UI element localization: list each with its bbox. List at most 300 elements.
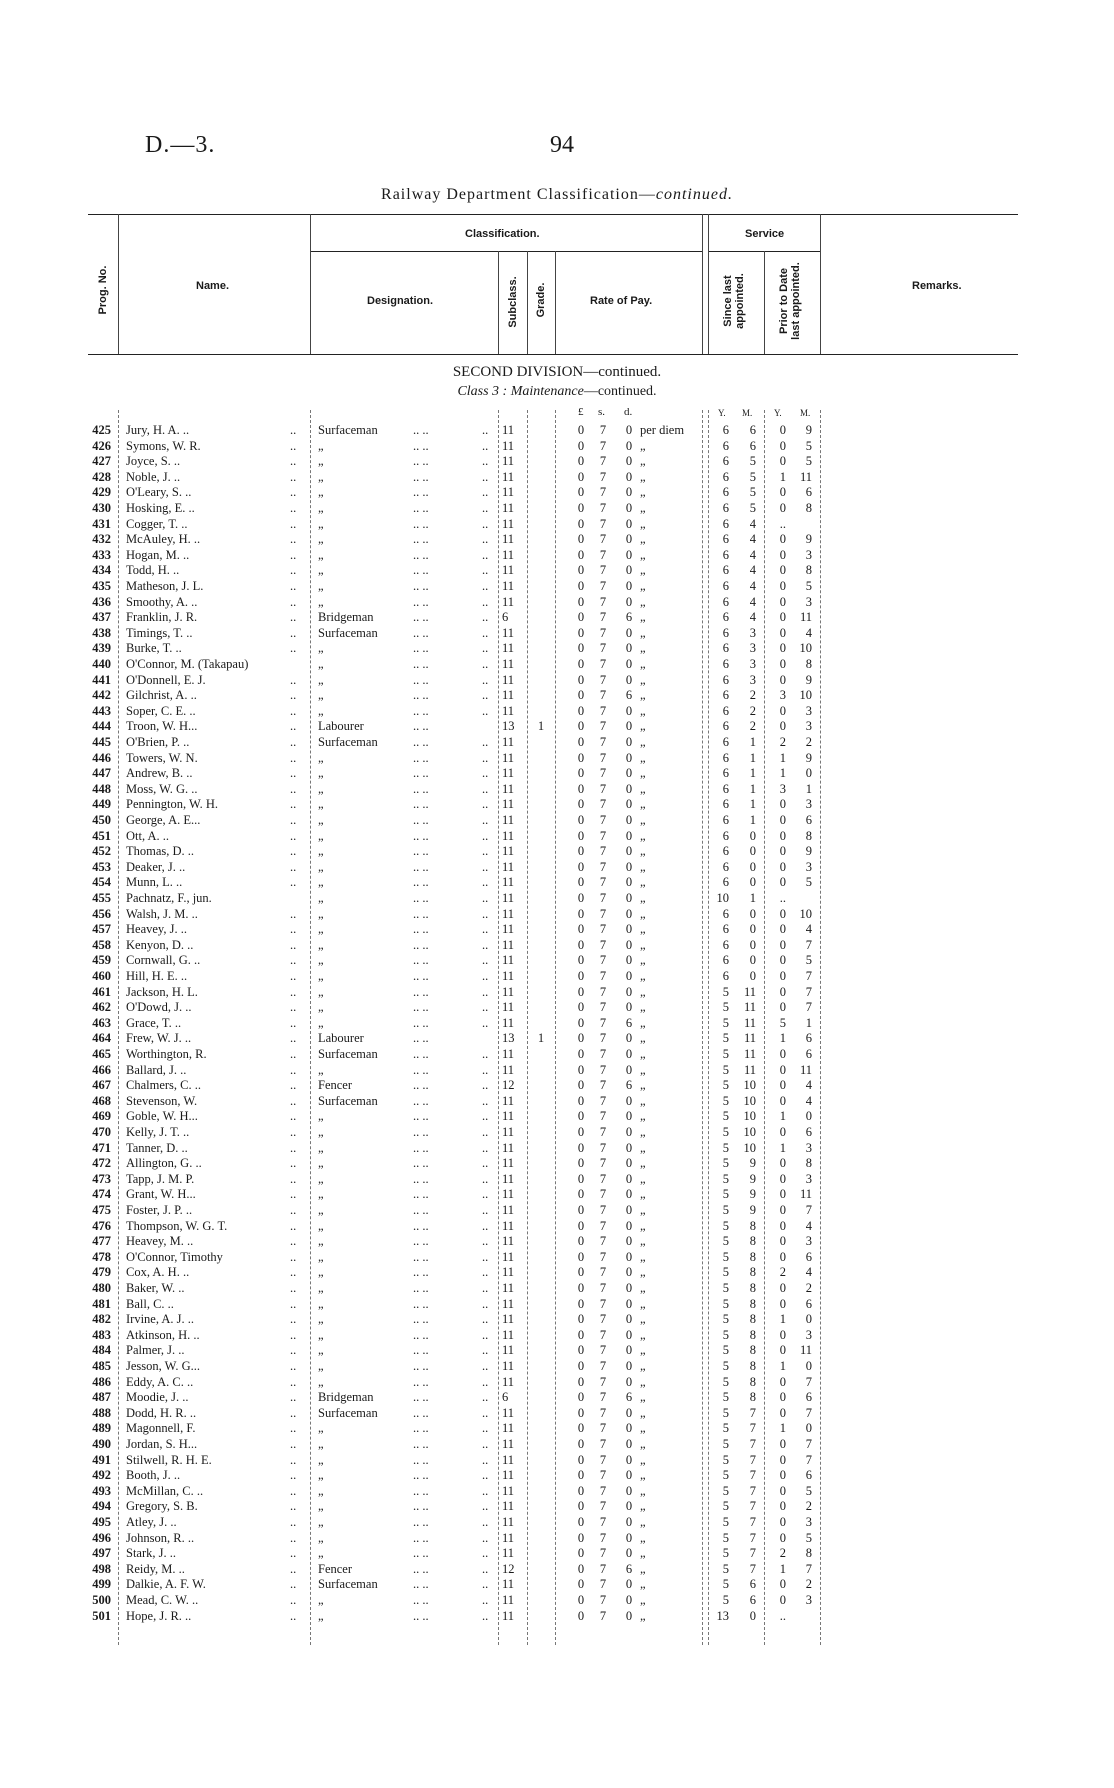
- prior-years: 0: [779, 859, 786, 874]
- prior-years: 0: [779, 1171, 786, 1186]
- subclass: 11: [502, 1468, 515, 1483]
- pay-basis: „: [640, 579, 646, 593]
- prior-months: 10: [799, 641, 812, 656]
- since-months: 0: [749, 828, 756, 843]
- pay-basis: „: [640, 844, 646, 859]
- prior-months: 5: [805, 579, 812, 593]
- prior-years: 0: [779, 1593, 786, 1607]
- pay-basis: „: [640, 469, 646, 484]
- prog-no: 477: [92, 1234, 111, 1249]
- employee-name: Jackson, H. L.: [126, 984, 198, 999]
- pay-shillings: 7: [599, 1296, 607, 1311]
- pay-basis: „: [640, 797, 646, 812]
- table-row: [0, 875, 1114, 891]
- leader-dots: ..: [290, 1000, 297, 1015]
- designation: „: [318, 750, 324, 765]
- table-row: [0, 751, 1114, 767]
- prior-months: 3: [805, 1593, 812, 1607]
- pay-pounds: 0: [577, 688, 585, 703]
- leader-dots: ..: [290, 485, 297, 500]
- employee-name: Foster, J. P. ..: [126, 1203, 193, 1217]
- pay-shillings: 7: [599, 813, 607, 827]
- leader-dots: .. ..: [413, 1265, 429, 1280]
- leader-dots: .. ..: [413, 1140, 429, 1155]
- pay-basis: „: [640, 672, 646, 687]
- pay-shillings: 7: [599, 1047, 607, 1061]
- prior-years: 0: [779, 1468, 786, 1483]
- since-months: 4: [749, 610, 756, 625]
- since-years: 6: [722, 922, 729, 937]
- pay-pence: 6: [625, 1078, 633, 1093]
- leader-dots: .. ..: [413, 813, 429, 827]
- pay-basis: „: [640, 594, 646, 609]
- pay-basis: „: [640, 828, 646, 843]
- pay-pounds: 0: [577, 1421, 585, 1436]
- designation: „: [318, 516, 324, 531]
- prior-years: 0: [779, 1343, 786, 1358]
- pay-pounds: 0: [577, 1546, 585, 1561]
- subclass: 11: [502, 1015, 515, 1030]
- pay-pence: 0: [625, 547, 633, 562]
- prior-months: 10: [799, 688, 812, 703]
- prior-months: 0: [805, 766, 812, 781]
- pay-pounds: 0: [577, 1530, 585, 1545]
- col-header-rate-of-pay: Rate of Pay.: [590, 295, 653, 307]
- since-months: 7: [749, 1515, 756, 1529]
- since-years: 6: [722, 579, 729, 593]
- pay-pence: 0: [625, 1000, 633, 1015]
- table-row: [0, 1109, 1114, 1125]
- employee-name: Todd, H. ..: [126, 563, 180, 578]
- subclass: 11: [502, 516, 515, 531]
- pay-basis: „: [640, 922, 646, 937]
- class-heading: Class 3 : Maintenance—continued.: [457, 384, 657, 399]
- prog-no: 426: [92, 438, 111, 453]
- pay-pence: 0: [625, 1156, 633, 1171]
- prior-months: 0: [805, 1312, 812, 1327]
- leader-dots: .. ..: [413, 1359, 429, 1373]
- leader-dots: ..: [290, 953, 297, 968]
- pay-shillings: 7: [599, 735, 607, 749]
- prior-years: 0: [779, 922, 786, 937]
- prior-years: ..: [779, 516, 786, 531]
- pay-shillings: 7: [599, 501, 607, 515]
- prog-no: 453: [92, 859, 111, 874]
- pay-pence: 0: [625, 1109, 633, 1124]
- pay-pence: 0: [625, 828, 633, 843]
- prog-no: 480: [92, 1281, 111, 1295]
- col-rule-4: [527, 251, 528, 354]
- leader-dots: ..: [290, 1093, 297, 1108]
- pay-pounds: 0: [577, 1156, 585, 1171]
- prior-months: 11: [799, 1343, 812, 1358]
- leader-dots: ..: [290, 1047, 297, 1061]
- prior-years: 0: [779, 594, 786, 609]
- prior-months: 9: [805, 672, 812, 687]
- employee-name: Heavey, M. ..: [126, 1234, 194, 1249]
- since-months: 8: [749, 1265, 756, 1280]
- leader-dots: ..: [482, 859, 489, 874]
- since-months: 3: [749, 657, 756, 671]
- pay-pounds: 0: [577, 1249, 585, 1264]
- leader-dots: ..: [482, 1140, 489, 1155]
- subclass: 11: [502, 750, 515, 765]
- pay-basis: „: [640, 891, 646, 905]
- col-rule-1: [118, 214, 119, 354]
- table-row: [0, 1484, 1114, 1500]
- leader-dots: ..: [290, 1546, 297, 1561]
- since-months: 8: [749, 1327, 756, 1342]
- prior-months: 8: [805, 501, 812, 515]
- leader-dots: ..: [290, 423, 297, 437]
- subclass: 11: [502, 797, 515, 812]
- leader-dots: .. ..: [413, 1421, 429, 1436]
- pay-shillings: 7: [599, 1515, 607, 1529]
- leader-dots: ..: [290, 1296, 297, 1311]
- prior-months: 6: [805, 1031, 812, 1046]
- prior-years: 0: [779, 719, 786, 734]
- prior-years: 0: [779, 1374, 786, 1389]
- prior-years: 0: [779, 1405, 786, 1420]
- prior-months: 5: [805, 1483, 812, 1498]
- pay-pence: 0: [625, 1203, 633, 1217]
- leader-dots: ..: [482, 672, 489, 687]
- leader-dots: ..: [482, 1281, 489, 1295]
- unit-months-since: M.: [742, 408, 753, 418]
- prog-no: 445: [92, 735, 111, 749]
- leader-dots: .. ..: [413, 1437, 429, 1451]
- since-years: 5: [722, 1171, 729, 1186]
- pay-basis: „: [640, 1062, 646, 1077]
- pay-pounds: 0: [577, 516, 585, 531]
- table-row: [0, 1234, 1114, 1250]
- col-rule-8: [764, 251, 765, 354]
- employee-name: Palmer, J. ..: [126, 1343, 185, 1358]
- table-row: [0, 688, 1114, 704]
- pay-shillings: 7: [599, 1374, 607, 1389]
- subclass: 6: [502, 1390, 509, 1405]
- prog-no: 499: [92, 1577, 111, 1592]
- prior-months: 3: [805, 1234, 812, 1249]
- designation: „: [318, 1374, 324, 1389]
- table-row: [0, 797, 1114, 813]
- leader-dots: ..: [290, 1187, 297, 1202]
- subclass: 11: [502, 844, 515, 859]
- pay-pounds: 0: [577, 735, 585, 749]
- unit-pound: £: [578, 406, 584, 418]
- employee-name: Hope, J. R. ..: [126, 1608, 192, 1623]
- pay-basis: „: [640, 1343, 646, 1358]
- subclass: 11: [502, 1593, 515, 1607]
- pay-basis: „: [640, 547, 646, 562]
- subclass: 11: [502, 1499, 515, 1514]
- designation: „: [318, 1437, 324, 1451]
- table-row: [0, 1265, 1114, 1281]
- table-row: [0, 782, 1114, 798]
- leader-dots: ..: [290, 1327, 297, 1342]
- subclass: 11: [502, 1047, 515, 1061]
- leader-dots: ..: [482, 735, 489, 749]
- employee-name: Soper, C. E. ..: [126, 703, 196, 718]
- leader-dots: ..: [290, 984, 297, 999]
- unit-shilling: s.: [598, 406, 606, 418]
- employee-name: McAuley, H. ..: [126, 532, 201, 547]
- prog-no: 430: [92, 501, 111, 515]
- designation: „: [318, 969, 324, 983]
- subclass: 13: [502, 1031, 515, 1046]
- leader-dots: .. ..: [413, 438, 429, 453]
- subclass: 11: [502, 1296, 515, 1311]
- leader-dots: .. ..: [413, 1561, 429, 1576]
- pay-shillings: 7: [599, 781, 607, 796]
- leader-dots: ..: [482, 1608, 489, 1623]
- pay-pence: 0: [625, 937, 633, 952]
- pay-pounds: 0: [577, 1265, 585, 1280]
- prog-no: 443: [92, 703, 111, 718]
- pay-pounds: 0: [577, 1593, 585, 1607]
- employee-name: Mead, C. W. ..: [126, 1593, 199, 1607]
- pay-pence: 6: [625, 1390, 633, 1405]
- since-months: 5: [749, 485, 756, 500]
- designation: „: [318, 688, 324, 703]
- since-months: 11: [743, 1062, 756, 1077]
- prog-no: 428: [92, 469, 111, 484]
- leader-dots: ..: [290, 1171, 297, 1186]
- designation: „: [318, 1499, 324, 1514]
- pay-pounds: 0: [577, 937, 585, 952]
- prior-years: 0: [779, 1577, 786, 1592]
- prior-months: 4: [805, 922, 812, 937]
- pay-pence: 0: [625, 438, 633, 453]
- since-years: 5: [722, 984, 729, 999]
- employee-name: Gregory, S. B.: [126, 1499, 198, 1514]
- pay-pounds: 0: [577, 1390, 585, 1405]
- prog-no: 432: [92, 532, 111, 547]
- pay-basis: „: [640, 766, 646, 781]
- title-continued: continued.: [655, 186, 733, 203]
- subclass: 11: [502, 1452, 515, 1467]
- leader-dots: .. ..: [413, 625, 429, 640]
- prior-years: 0: [779, 610, 786, 625]
- since-years: 5: [722, 1093, 729, 1108]
- since-months: 4: [749, 563, 756, 578]
- employee-name: O'Dowd, J. ..: [126, 1000, 192, 1015]
- prior-months: 6: [805, 1047, 812, 1061]
- pay-pounds: 0: [577, 1608, 585, 1623]
- since-years: 5: [722, 1483, 729, 1498]
- leader-dots: .. ..: [413, 922, 429, 937]
- pay-basis: „: [640, 1000, 646, 1015]
- pay-shillings: 7: [599, 1109, 607, 1124]
- pay-pence: 6: [625, 688, 633, 703]
- pay-pence: 6: [625, 1561, 633, 1576]
- employee-name: Ott, A. ..: [126, 828, 170, 843]
- pay-pence: 0: [625, 781, 633, 796]
- pay-shillings: 7: [599, 1015, 607, 1030]
- prior-months: 2: [805, 1499, 812, 1514]
- pay-pence: 0: [625, 1499, 633, 1514]
- pay-pence: 0: [625, 532, 633, 547]
- leader-dots: ..: [482, 547, 489, 562]
- leader-dots: ..: [482, 937, 489, 952]
- prog-no: 493: [92, 1483, 111, 1498]
- subclass: 11: [502, 828, 515, 843]
- subclass: 11: [502, 657, 515, 671]
- since-years: 6: [722, 906, 729, 921]
- since-months: 8: [749, 1281, 756, 1295]
- pay-shillings: 7: [599, 1421, 607, 1436]
- leader-dots: .. ..: [413, 532, 429, 547]
- employee-name: Ball, C. ..: [126, 1296, 174, 1311]
- since-months: 1: [749, 750, 756, 765]
- employee-name: Frew, W. J. ..: [126, 1031, 192, 1046]
- designation: „: [318, 875, 324, 890]
- subclass: 13: [502, 719, 515, 734]
- employee-name: O'Leary, S. ..: [126, 485, 192, 500]
- leader-dots: ..: [290, 1218, 297, 1233]
- prior-months: 7: [805, 1437, 812, 1451]
- prior-years: 1: [779, 1140, 786, 1155]
- prog-no: 479: [92, 1265, 111, 1280]
- prior-months: 9: [805, 844, 812, 859]
- leader-dots: ..: [482, 1047, 489, 1061]
- employee-name: Pennington, W. H.: [126, 797, 219, 812]
- leader-dots: ..: [290, 828, 297, 843]
- pay-basis: „: [640, 1109, 646, 1124]
- leader-dots: .. ..: [413, 594, 429, 609]
- pay-shillings: 7: [599, 719, 607, 734]
- since-years: 6: [722, 828, 729, 843]
- pay-basis: „: [640, 703, 646, 718]
- leader-dots: .. ..: [413, 1015, 429, 1030]
- pay-shillings: 7: [599, 516, 607, 531]
- pay-shillings: 7: [599, 1062, 607, 1077]
- designation: „: [318, 1140, 324, 1155]
- designation: „: [318, 1015, 324, 1030]
- since-months: 7: [749, 1530, 756, 1545]
- leader-dots: .. ..: [413, 1468, 429, 1483]
- designation: „: [318, 657, 324, 671]
- table-row: [0, 953, 1114, 969]
- pay-shillings: 7: [599, 1281, 607, 1295]
- leader-dots: ..: [290, 1281, 297, 1295]
- since-months: 5: [749, 469, 756, 484]
- employee-name: Munn, L. ..: [126, 875, 183, 890]
- employee-name: Deaker, J. ..: [126, 859, 186, 874]
- prog-no: 449: [92, 797, 111, 812]
- leader-dots: .. ..: [413, 1281, 429, 1295]
- leader-dots: ..: [290, 1577, 297, 1592]
- since-months: 7: [749, 1452, 756, 1467]
- prog-no: 454: [92, 875, 111, 890]
- pay-basis: „: [640, 969, 646, 983]
- leader-dots: .. ..: [413, 906, 429, 921]
- prog-no: 500: [92, 1593, 111, 1607]
- pay-pence: 0: [625, 672, 633, 687]
- pay-basis: „: [640, 625, 646, 640]
- leader-dots: .. ..: [413, 1031, 429, 1046]
- pay-shillings: 7: [599, 1031, 607, 1046]
- since-months: 11: [743, 1047, 756, 1061]
- since-months: 0: [749, 906, 756, 921]
- pay-pence: 0: [625, 469, 633, 484]
- table-row: [0, 595, 1114, 611]
- pay-pounds: 0: [577, 1515, 585, 1529]
- pay-basis: „: [640, 485, 646, 500]
- subclass: 11: [502, 423, 515, 437]
- prior-years: 0: [779, 797, 786, 812]
- since-months: 8: [749, 1234, 756, 1249]
- pay-shillings: 7: [599, 1187, 607, 1202]
- prog-no: 488: [92, 1405, 111, 1420]
- prog-no: 450: [92, 813, 111, 827]
- prog-no: 489: [92, 1421, 111, 1436]
- designation: Bridgeman: [318, 1390, 374, 1405]
- since-years: 6: [722, 813, 729, 827]
- pay-basis: „: [640, 735, 646, 749]
- since-months: 9: [749, 1171, 756, 1186]
- pay-basis: „: [640, 1515, 646, 1529]
- prog-no: 444: [92, 719, 111, 734]
- leader-dots: ..: [290, 1109, 297, 1124]
- pay-pence: 0: [625, 641, 633, 656]
- employee-name: Joyce, S. ..: [126, 454, 181, 469]
- leader-dots: .. ..: [413, 501, 429, 515]
- pay-shillings: 7: [599, 688, 607, 703]
- prior-years: 0: [779, 1125, 786, 1139]
- leader-dots: .. ..: [413, 735, 429, 749]
- leader-dots: ..: [482, 1577, 489, 1592]
- title-main: Railway Department Classification—: [381, 186, 656, 203]
- leader-dots: .. ..: [413, 1125, 429, 1139]
- grade: 1: [537, 719, 545, 734]
- since-months: 10: [743, 1125, 756, 1139]
- col-rule-3: [498, 251, 499, 354]
- subclass: 11: [502, 1125, 515, 1139]
- prior-years: 1: [779, 1421, 786, 1436]
- leader-dots: ..: [290, 766, 297, 781]
- table-row: [0, 844, 1114, 860]
- pay-basis: „: [640, 501, 646, 515]
- leader-dots: ..: [290, 797, 297, 812]
- prior-years: 0: [779, 1249, 786, 1264]
- leader-dots: .. ..: [413, 423, 429, 437]
- designation: „: [318, 1000, 324, 1015]
- pay-pence: 0: [625, 501, 633, 515]
- leader-dots: .. ..: [413, 703, 429, 718]
- since-years: 6: [722, 969, 729, 983]
- since-months: 11: [743, 984, 756, 999]
- leader-dots: ..: [290, 672, 297, 687]
- prior-months: 2: [805, 1281, 812, 1295]
- pay-basis: „: [640, 719, 646, 734]
- pay-pence: 0: [625, 1577, 633, 1592]
- leader-dots: .. ..: [413, 984, 429, 999]
- pay-pounds: 0: [577, 423, 585, 437]
- pay-basis: „: [640, 1452, 646, 1467]
- pay-pounds: 0: [577, 1062, 585, 1077]
- leader-dots: ..: [290, 610, 297, 625]
- pay-shillings: 7: [599, 454, 607, 469]
- since-years: 5: [722, 1265, 729, 1280]
- pay-basis: „: [640, 1187, 646, 1202]
- since-years: 5: [722, 1390, 729, 1405]
- pay-shillings: 7: [599, 657, 607, 671]
- pay-basis: „: [640, 688, 646, 703]
- pay-pounds: 0: [577, 1078, 585, 1093]
- employee-name: Hogan, M. ..: [126, 547, 190, 562]
- pay-shillings: 7: [599, 1265, 607, 1280]
